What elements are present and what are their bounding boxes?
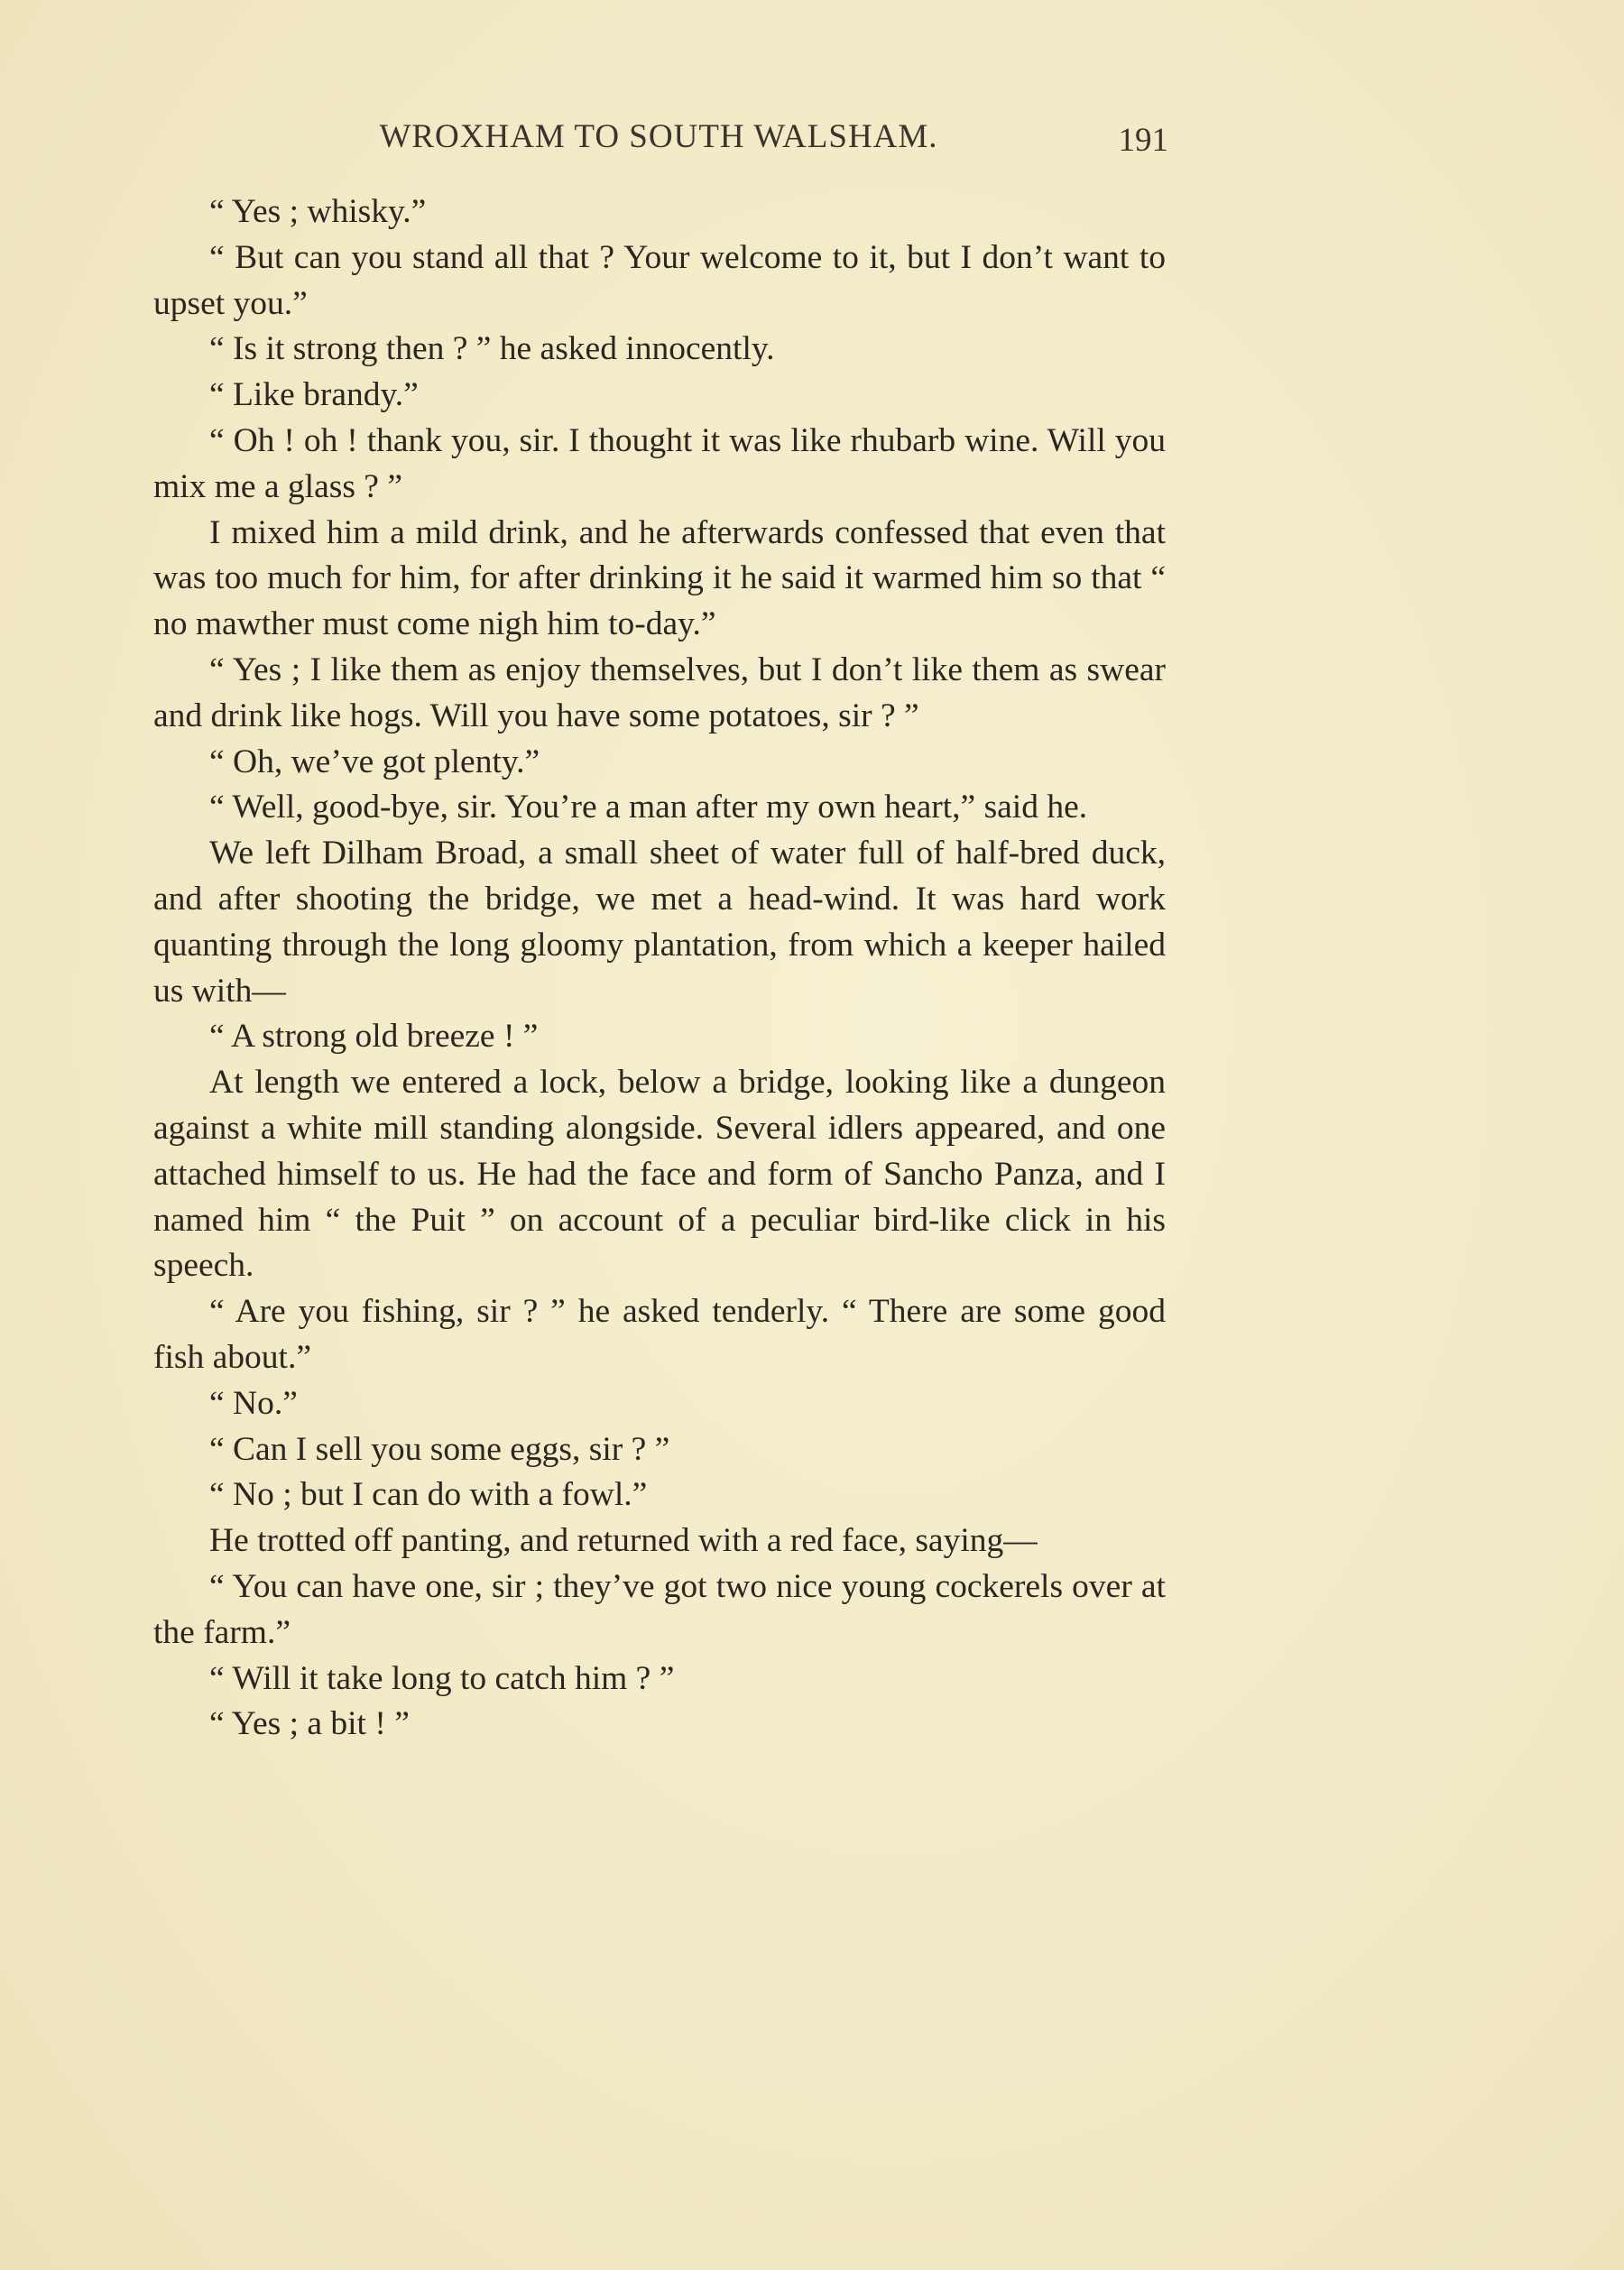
running-title: WROXHAM TO SOUTH WALSHAM. — [379, 118, 938, 155]
paragraph: “ Can I sell you some eggs, sir ? ” — [209, 1430, 670, 1468]
paragraph: “ No ; but I can do with a fowl.” — [209, 1476, 648, 1514]
paragraph: We left Dilham Broad, a small sheet of water full of half-bred duck, and after shooting the bridge, we met a head-wind. It was hard work quanting through the long gloomy plantation, from which a keeper hailed us with— — [153, 835, 1166, 1010]
body-text — [153, 189, 1166, 1748]
paragraph: “ Yes ; a bit ! ” — [209, 1705, 410, 1743]
running-head — [153, 117, 1168, 171]
paragraph: “ Like brandy.” — [209, 376, 419, 414]
paragraph: “ But can you stand all that ? Your welcome to it, but I don’t want to upset you.” — [153, 238, 1166, 322]
paragraph: I mixed him a mild drink, and he afterwards confessed that even that was too much for him, for after drinking it he said it warmed him so that “ no mawther must come nigh him to-day.” — [153, 513, 1166, 643]
paragraph: “ A strong old breeze ! ” — [209, 1018, 539, 1056]
paragraph: “ Yes ; I like them as enjoy themselves, but I don’t like them as swear and drink like hogs. Will you have some potatoes, sir ? ” — [153, 651, 1166, 734]
paragraph: “ Is it strong then ? ” he asked innocently. — [209, 330, 775, 368]
paragraph: “ Well, good-bye, sir. You’re a man after my own heart,” said he. — [209, 789, 1088, 826]
paragraph: “ Are you fishing, sir ? ” he asked tenderly. “ There are some good fish about.” — [153, 1293, 1166, 1376]
paragraph: “ You can have one, sir ; they’ve got two nice young cockerels over at the farm.” — [153, 1567, 1166, 1651]
paragraph: He trotted off panting, and returned with a red face, saying— — [209, 1522, 1038, 1560]
paragraph: “ Yes ; whisky.” — [209, 193, 427, 230]
paragraph: “ Will it take long to catch him ? ” — [209, 1659, 675, 1697]
paragraph: At length we entered a lock, below a bridge, looking like a dungeon against a white mill standing alongside. Several idlers appeared, and one attached himself to us. He had the face and form of Sancho Panza, and I named him “ the Puit ” on account of a peculiar bird-like click in his speech. — [153, 1064, 1166, 1285]
paragraph: “ Oh, we’ve got plenty.” — [209, 743, 540, 780]
page-number: 191 — [1118, 122, 1168, 159]
paragraph: “ Oh ! oh ! thank you, sir. I thought it was like rhubarb wine. Will you mix me a glass ? ” — [153, 421, 1166, 505]
paragraph: “ No.” — [209, 1384, 298, 1422]
